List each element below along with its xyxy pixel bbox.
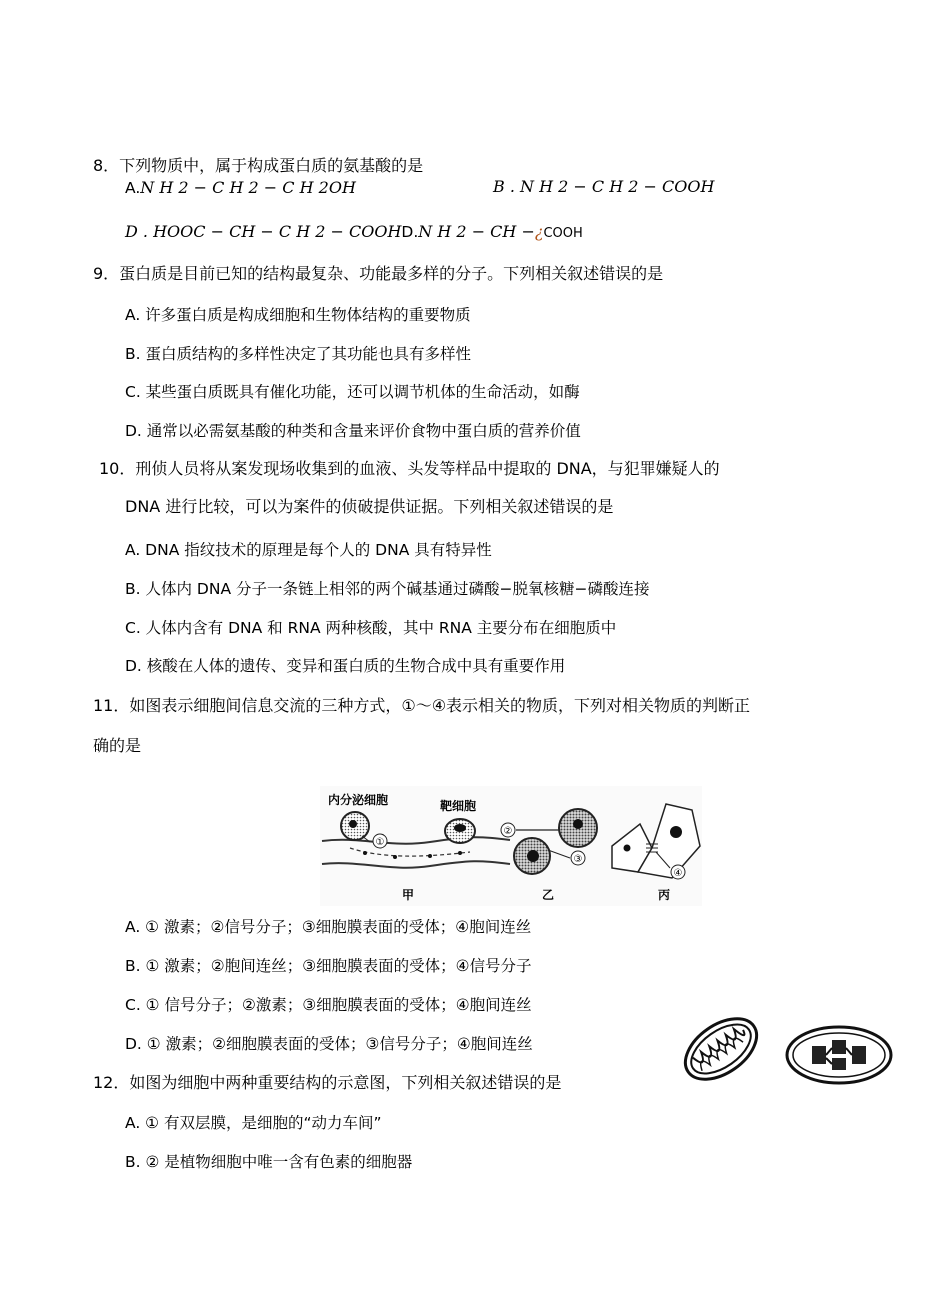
marker-3: ③ (573, 854, 583, 865)
label-target-cell: 靶细胞 (440, 799, 477, 813)
chloroplast-figure (784, 1024, 894, 1086)
q8-option-a-label: A. (125, 179, 141, 197)
q8-option-a (125, 178, 356, 198)
marker-1: ① (375, 837, 385, 848)
q9-stem: 9．蛋白质是目前已知的结构最复杂、功能最多样的分子。下列相关叙述错误的是 (93, 264, 664, 283)
q8-stem: 8．下列物质中，属于构成蛋白质的氨基酸的是 (93, 156, 424, 175)
q8-option-d-label: D. (401, 223, 419, 241)
mitochondrion-figure (678, 1010, 764, 1088)
q10-stem-line1: 10．刑侦人员将从案发现场收集到的血液、头发等样品中提取的 DNA，与犯罪嫌疑人的 (99, 459, 720, 478)
q12-option-b: B. ② 是植物细胞中唯一含有色素的细胞器 (125, 1153, 413, 1171)
caption-yi: 乙 (542, 888, 555, 902)
q10-option-b: B. 人体内 DNA 分子一条链上相邻的两个碱基通过磷酸−脱氧核糖−磷酸连接 (125, 580, 650, 598)
q8-option-cd (125, 222, 583, 242)
q10-option-a: A. DNA 指纹技术的原理是每个人的 DNA 具有特异性 (125, 541, 492, 559)
q11-option-a: A. ① 激素；②信号分子；③细胞膜表面的受体；④胞间连丝 (125, 918, 532, 936)
chloroplast-icon (784, 1024, 894, 1086)
label-endocrine-cell: 内分泌细胞 (328, 793, 389, 807)
q11-stem-line2: 确的是 (93, 736, 142, 755)
marker-4: ④ (673, 868, 683, 879)
q11-option-d: D. ① 激素；②细胞膜表面的受体；③信号分子；④胞间连丝 (125, 1035, 533, 1053)
q12-stem: 12．如图为细胞中两种重要结构的示意图，下列相关叙述错误的是 (93, 1073, 562, 1092)
q11-option-c: C. ① 信号分子；②激素；③细胞膜表面的受体；④胞间连丝 (125, 996, 532, 1014)
q10-stem-line2: DNA 进行比较，可以为案件的侦破提供证据。下列相关叙述错误的是 (125, 497, 614, 516)
q9-option-d: D. 通常以必需氨基酸的种类和含量来评价食物中蛋白质的营养价值 (125, 422, 581, 440)
q12-option-a: A. ① 有双层膜，是细胞的“动力车间” (125, 1114, 382, 1132)
q8-option-d-tail: COOH (543, 226, 583, 241)
cell-communication-diagram (320, 786, 702, 906)
q11-stem-line1: 11．如图表示细胞间信息交流的三种方式，①～④表示相关的物质，下列对相关物质的判断正 (93, 696, 751, 715)
q8-option-a-formula: N H 2 − C H 2 − C H 2OH (140, 178, 356, 197)
q8-option-d-formula: N H 2 − CH − (418, 222, 535, 241)
q9-option-a: A. 许多蛋白质是构成细胞和生物体结构的重要物质 (125, 306, 471, 324)
q10-option-d: D. 核酸在人体的遗传、变异和蛋白质的生物合成中具有重要作用 (125, 657, 566, 675)
marker-2: ② (503, 826, 513, 837)
q11-option-b: B. ① 激素；②胞间连丝；③细胞膜表面的受体；④信号分子 (125, 957, 532, 975)
caption-jia: 甲 (402, 888, 415, 902)
q10-option-c: C. 人体内含有 DNA 和 RNA 两种核酸，其中 RNA 主要分布在细胞质中 (125, 619, 617, 637)
q11-figure (320, 786, 702, 906)
q8-option-c-formula: D . HOOC − CH − C H 2 − COOH (125, 222, 402, 241)
q8-option-d-glyph: ¿ (534, 222, 544, 241)
q9-option-c: C. 某些蛋白质既具有催化功能，还可以调节机体的生命活动，如酶 (125, 383, 580, 401)
caption-bing: 丙 (658, 888, 671, 902)
q8-option-b: B . N H 2 − C H 2 − COOH (493, 177, 715, 196)
q9-option-b: B. 蛋白质结构的多样性决定了其功能也具有多样性 (125, 345, 471, 363)
mitochondrion-icon (678, 1010, 764, 1088)
